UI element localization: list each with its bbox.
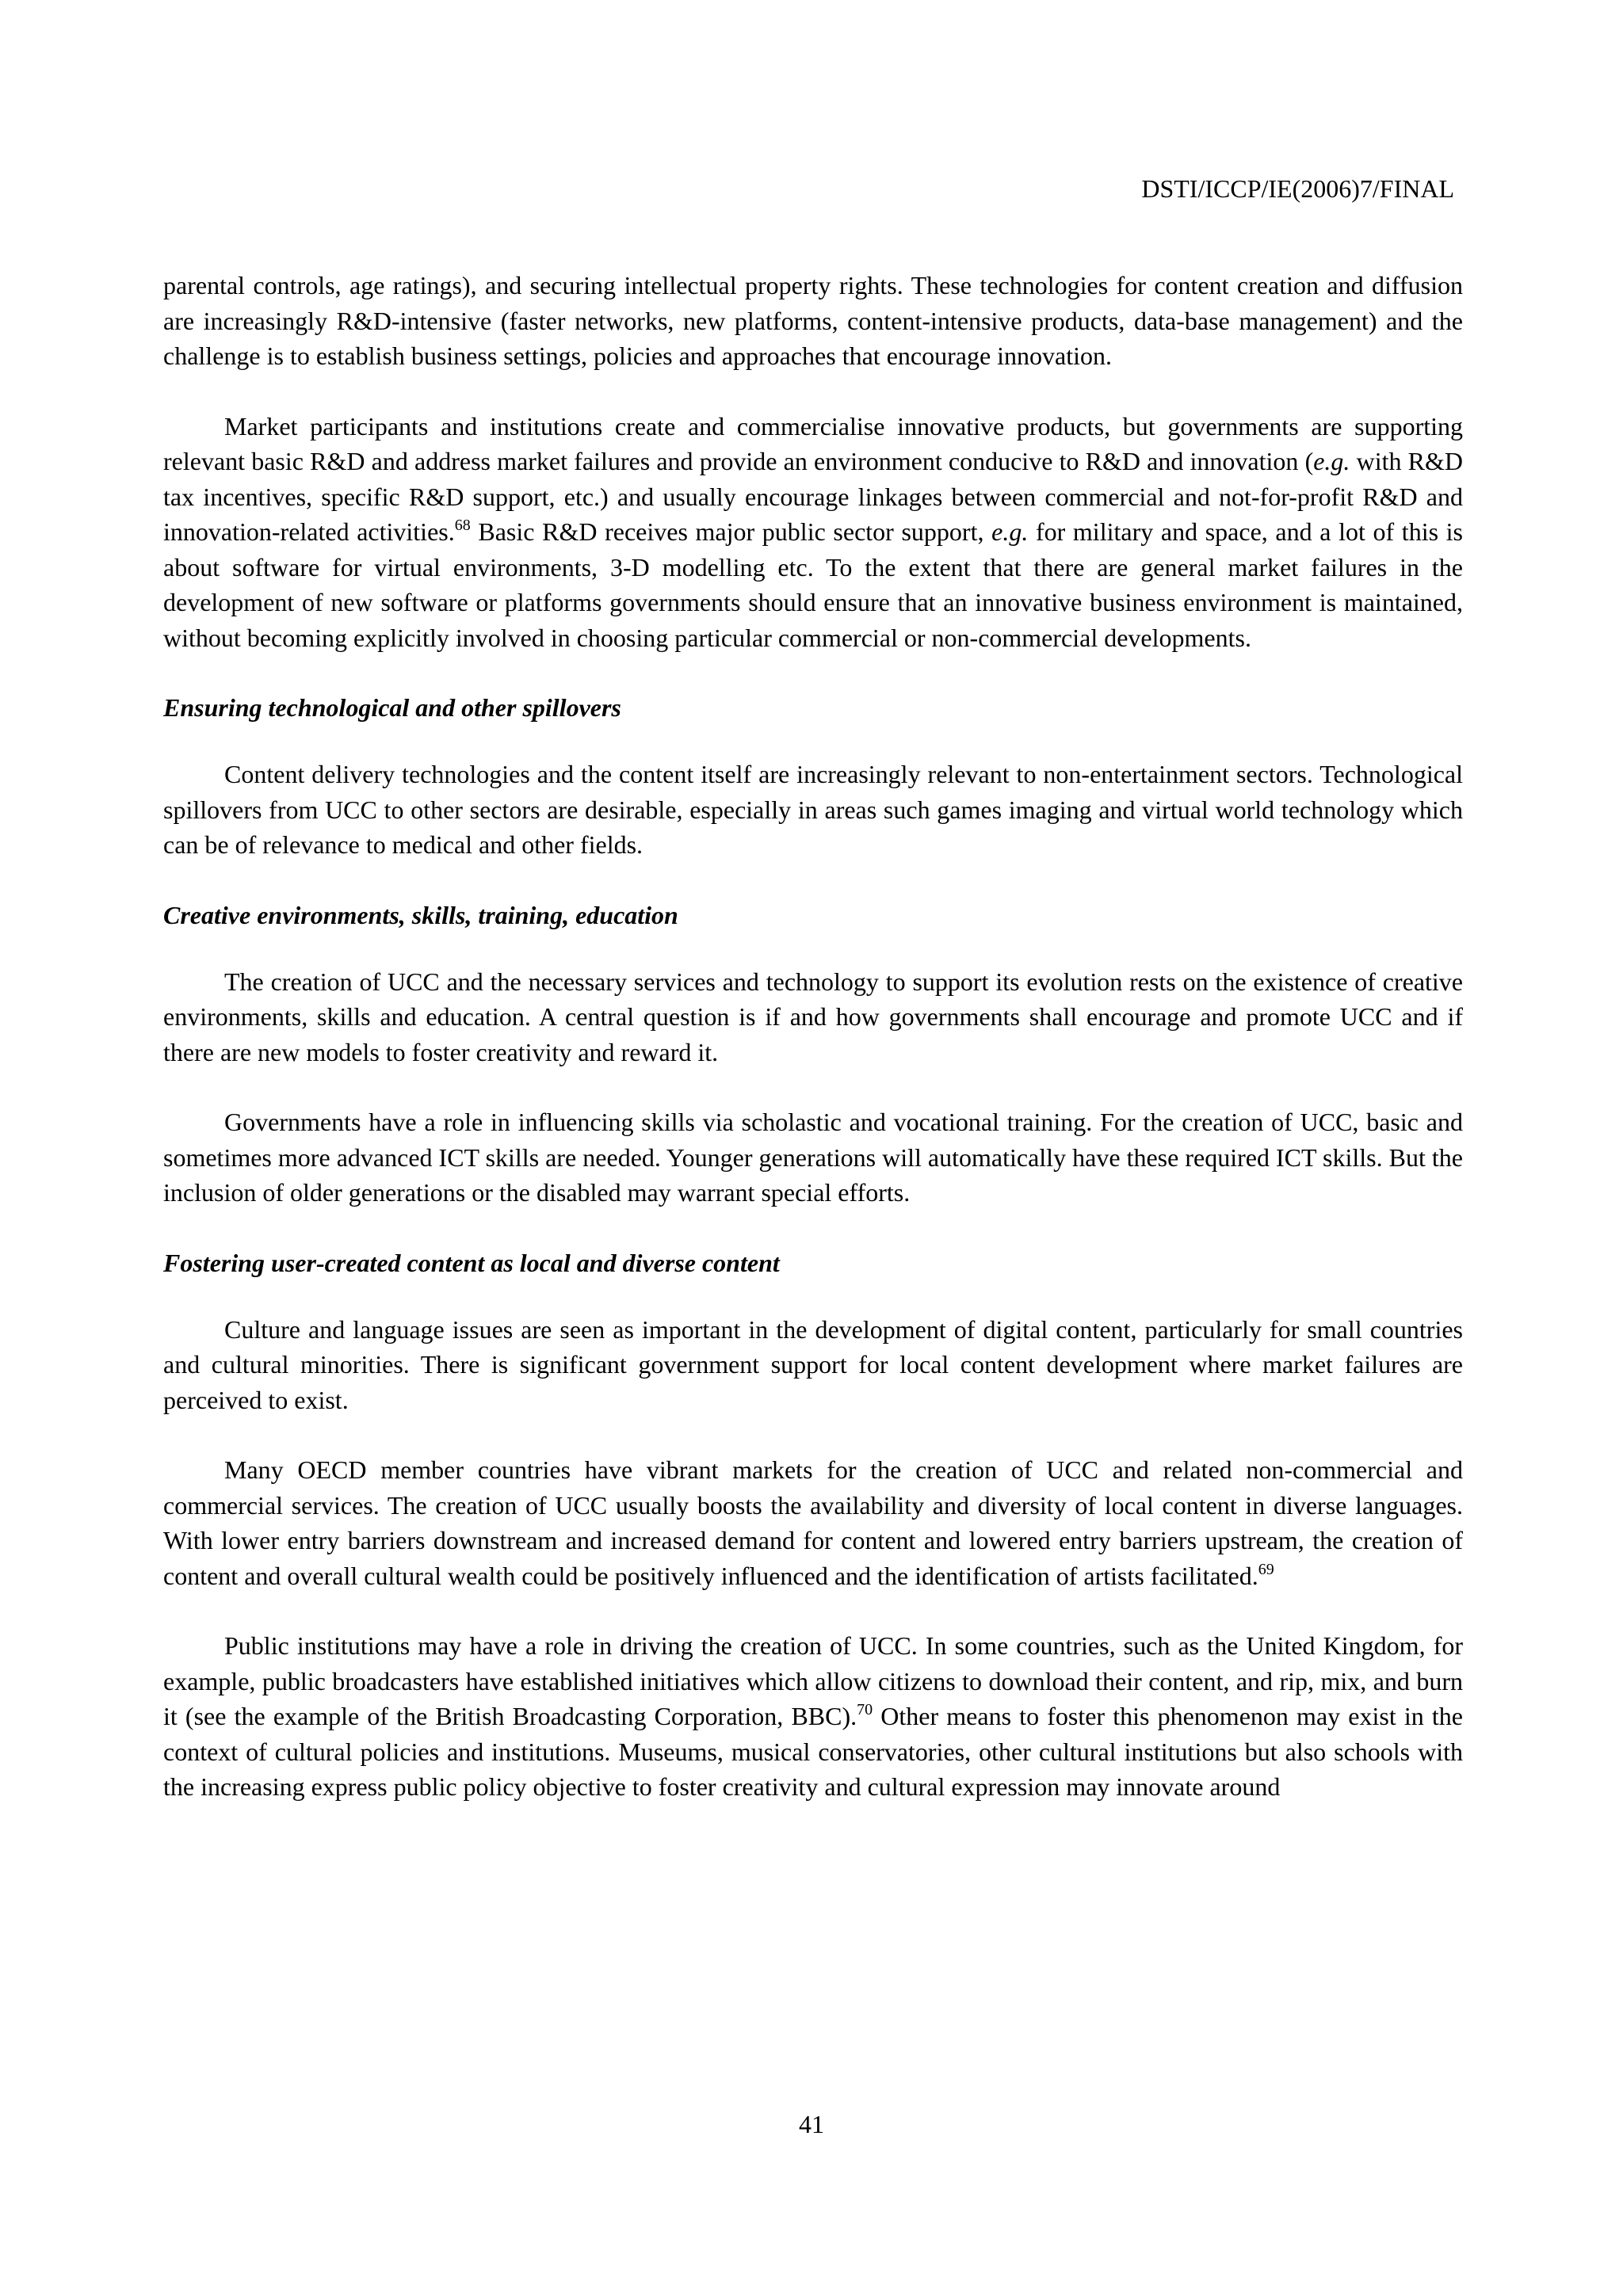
paragraph-oecd-markets	[163, 1452, 1463, 1593]
paragraph-text: Market participants and institutions create and commercialise innovative products, but governments are supporting relevant basic R&D and address market failures and provide an environment conducive to R&D and innovation (	[163, 411, 1463, 475]
eg-abbreviation: e.g.	[1313, 447, 1350, 475]
paragraph-culture-language: Culture and language issues are seen as important in the development of digital content, particularly for small countries and cultural minorities. There is significant government support for local content development where market failures are perceived to exist.	[163, 1314, 1463, 1414]
paragraph-text: Many OECD member countries have vibrant markets for the creation of UCC and related non-commercial and commercial services. The creation of UCC usually boosts the availability and diversity of local content in diverse languages. With lower entry barriers downstream and increased demand for content and lowered entry barriers upstream, the creation of content and overall cultural wealth could be positively influenced and the identification of artists facilitated.	[163, 1455, 1463, 1590]
paragraph-public-institutions	[163, 1628, 1463, 1805]
paragraph-text: Public institutions may have a role in driving the creation of UCC. In some countries, such as the United Kingdom, for example, public broadcasters have established initiatives which allow citizens to download their content, and rip, mix, and burn it (see the example of the British Broadcasting Corporation, BBC).	[163, 1631, 1463, 1730]
paragraph-text: for military and space, and a lot of this is about software for virtual environments, 3-D modelling etc. To the extent that there are general market failures in the development of new software or platforms governments should ensure that an innovative business environment is maintained, without becoming explicitly involved in choosing particular commercial or non-commercial developments.	[163, 517, 1464, 652]
footnote-marker[interactable]: 68	[454, 517, 471, 534]
document-reference: DSTI/ICCP/IE(2006)7/FINAL	[1141, 174, 1454, 203]
section-heading-local-content: Fostering user-created content as local and diverse content	[163, 1248, 780, 1277]
paragraph-continuation: parental controls, age ratings), and securing intellectual property rights. These technologies for content creation and diffusion are increasingly R&D-intensive (faster networks, new platforms, content-intensive products, data-base management) and the challenge is to establish business settings, policies and approaches that encourage innovation.	[163, 271, 1463, 370]
paragraph-creative-environments: The creation of UCC and the necessary services and technology to support its evolution rests on the existence of creative environments, skills and education. A central question is if and how governments shall encourage and promote UCC and if there are new models to foster creativity and reward it.	[163, 967, 1463, 1066]
paragraph-market-participants	[163, 409, 1463, 656]
section-heading-creative-environments: Creative environments, skills, training, education	[163, 900, 678, 929]
paragraph-spillovers: Content delivery technologies and the content itself are increasingly relevant to non-entertainment sectors. Technological spillovers from UCC to other sectors are desirable, especially in areas such games imaging and virtual world technology which can be of relevance to medical and other fields.	[163, 760, 1463, 859]
section-heading-spillovers: Ensuring technological and other spillovers	[163, 693, 621, 722]
footnote-marker[interactable]: 70	[857, 1701, 873, 1718]
paragraph-skills: Governments have a role in influencing skills via scholastic and vocational training. For the creation of UCC, basic and sometimes more advanced ICT skills are needed. Younger generations will automatically have these required ICT skills. But the inclusion of older generations or the disabled may warrant special efforts.	[163, 1108, 1463, 1207]
body-text	[163, 268, 1463, 1840]
footnote-marker[interactable]: 69	[1258, 1560, 1274, 1578]
eg-abbreviation: e.g.	[991, 517, 1029, 546]
paragraph-text: Basic R&D receives major public sector support,	[470, 517, 992, 546]
paragraph-text: with R&D tax incentives, specific R&D support, etc.) and usually encourage linkages between commercial and not-for-profit R&D and innovation-related activities.	[163, 447, 1463, 546]
paragraph-text: Other means to foster this phenomenon may exist in the context of cultural policies and institutions. Museums, musical conservatories, other cultural institutions but also schools with the increasing express public policy objective to foster creativity and cultural expression may innovate around	[163, 1702, 1464, 1801]
page-number: 41	[799, 2110, 824, 2138]
